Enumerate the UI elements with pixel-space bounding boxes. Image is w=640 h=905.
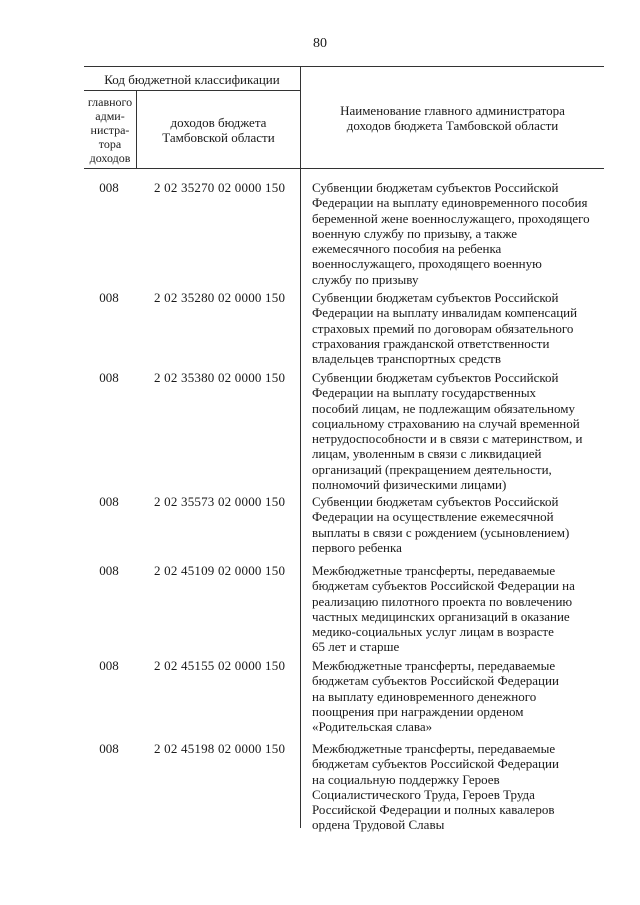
income-name-line: Межбюджетные трансферты, передаваемые <box>312 741 556 756</box>
income-name-line: пособий лицам, не подлежащим обязательному <box>312 400 575 416</box>
income-name <box>312 741 604 833</box>
classification-code: 2 02 35573 02 0000 150 <box>154 494 286 509</box>
income-name-line: Субвенции бюджетам субъектов Российской <box>312 370 559 385</box>
income-name-line: лицам, уволенным в связи с ликвидацией <box>312 446 542 462</box>
income-name-line: полномочий физическими лицами) <box>312 477 507 493</box>
income-name-line: владельцев транспортных средств <box>312 351 501 367</box>
income-name-line: медико-социальных услуг лицам в возрасте <box>312 624 554 640</box>
income-name-line: бюджетам субъектов Российской Федерации <box>312 673 559 689</box>
income-name <box>312 494 604 555</box>
header-code-column <box>137 115 300 145</box>
income-name-line: Межбюджетные трансферты, передаваемые <box>312 563 556 578</box>
admin-code: 008 <box>99 180 119 195</box>
header-admin-line: нистра- <box>90 123 130 137</box>
income-name-line: Федерации на осуществление ежемесячной <box>312 509 554 525</box>
header-code-line: Тамбовской области <box>162 130 275 145</box>
income-name-line: Субвенции бюджетам субъектов Российской <box>312 494 559 509</box>
header-group-divider <box>84 90 300 91</box>
income-name-line: Федерации на выплату государственных <box>312 385 537 401</box>
income-name <box>312 180 604 287</box>
income-name-line: частных медицинских организаций в оказание <box>312 608 570 624</box>
income-name-line: Социалистического Труда, Героев Труда <box>312 786 535 802</box>
header-bottom-border <box>84 168 604 169</box>
income-name-line: военнослужащего, проходящего военную <box>312 256 542 272</box>
income-name <box>312 290 604 366</box>
classification-code: 2 02 45109 02 0000 150 <box>154 563 286 578</box>
income-name <box>312 563 604 655</box>
income-name-line: бюджетам субъектов Российской Федерации на <box>312 578 575 594</box>
income-name-line: «Родительская слава» <box>312 719 433 735</box>
income-name-line: 65 лет и старше <box>312 639 400 655</box>
income-name-line: Субвенции бюджетам субъектов Российской <box>312 180 559 195</box>
header-admin-line: тора <box>98 137 122 151</box>
header-admin-column <box>84 95 136 165</box>
admin-code: 008 <box>99 494 119 509</box>
income-name-line: военную службу по призыву, а также <box>312 225 518 241</box>
income-name-line: социальному страхованию на случай временной <box>312 415 580 431</box>
header-admin-line: главного <box>87 95 133 109</box>
header-code-line: доходов бюджета <box>170 115 267 130</box>
income-name-line: Межбюджетные трансферты, передаваемые <box>312 658 556 673</box>
header-group-title: Код бюджетной классификации <box>104 72 280 87</box>
income-name-line: страхования гражданской ответственности <box>312 335 550 351</box>
header-top-border <box>84 66 604 67</box>
income-name-line: реализацию пилотного проекта по вовлечению <box>312 593 573 609</box>
income-name-line: Субвенции бюджетам субъектов Российской <box>312 290 559 305</box>
admin-code: 008 <box>99 563 119 578</box>
income-name-line: ордена Трудовой Славы <box>312 817 445 833</box>
income-name-line: службу по призыву <box>312 271 419 287</box>
header-admin-line: доходов <box>89 151 131 165</box>
income-name-line: на выплату единовременного денежного <box>312 688 537 704</box>
income-name-line: нетрудоспособности и в связи с материнством, и <box>312 431 583 447</box>
admin-code: 008 <box>99 658 119 673</box>
header-name-line: доходов бюджета Тамбовской области <box>346 118 559 133</box>
classification-code: 2 02 45155 02 0000 150 <box>154 658 286 673</box>
income-name-line: организаций (прекращением деятельности, <box>312 461 552 477</box>
header-admin-line: адми- <box>95 109 125 123</box>
income-name-line: на социальную поддержку Героев <box>312 771 500 787</box>
header-name-line: Наименование главного администратора <box>340 103 565 118</box>
admin-code: 008 <box>99 741 119 756</box>
income-name-line: Федерации на выплату единовременного пособия <box>312 195 588 211</box>
income-name-line: бюджетам субъектов Российской Федерации <box>312 756 559 772</box>
income-name-line: Российской Федерации и полных кавалеров <box>312 802 555 818</box>
classification-code: 2 02 35270 02 0000 150 <box>154 180 286 195</box>
income-name-line: первого ребенка <box>312 539 402 555</box>
income-name-line: беременной жене военнослужащего, проходящего <box>312 210 590 226</box>
income-name-line: поощрения при награждении орденом <box>312 703 524 719</box>
income-name-line: ежемесячного пособия на ребенка <box>312 241 502 257</box>
classification-code: 2 02 35380 02 0000 150 <box>154 370 286 385</box>
admin-code: 008 <box>99 370 119 385</box>
classification-code: 2 02 45198 02 0000 150 <box>154 741 286 756</box>
classification-code: 2 02 35280 02 0000 150 <box>154 290 286 305</box>
income-name-line: Федерации на выплату инвалидам компенсаций <box>312 305 578 321</box>
page-number: 80 <box>313 36 327 51</box>
income-name <box>312 658 604 734</box>
admin-code: 008 <box>99 290 119 305</box>
income-name-line: выплаты в связи с рождением (усыновлением) <box>312 524 570 540</box>
income-name-line: страховых премий по договорам обязательного <box>312 320 574 336</box>
header-name-column <box>301 103 604 133</box>
income-name <box>312 370 604 492</box>
